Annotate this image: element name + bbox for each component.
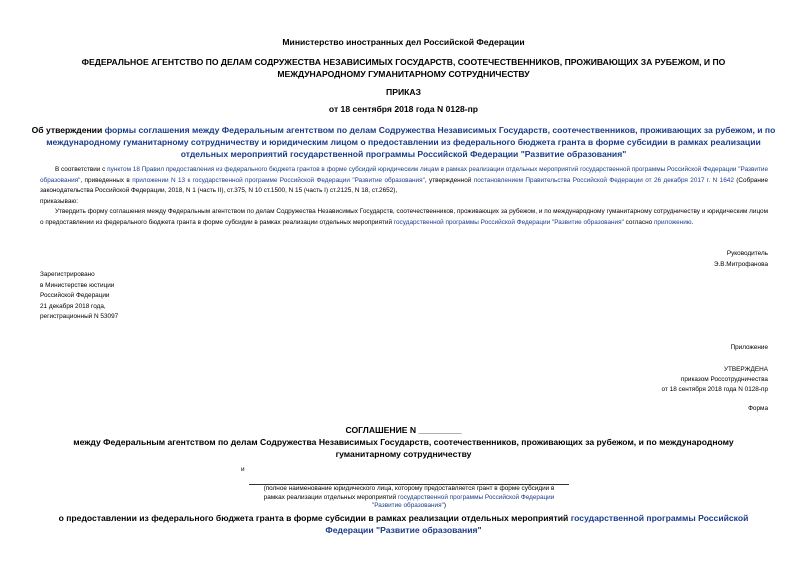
approved-order-date: от 18 сентября 2018 года N 0128-пр (661, 386, 768, 393)
registration-line: 21 декабря 2018 года, (40, 302, 106, 310)
registration-line: Зарегистрировано (40, 271, 95, 278)
approved-order: приказом Россотрудничества (680, 376, 768, 383)
agreement-subject (40, 512, 767, 536)
rules-link[interactable]: пунктом 18 Правил предоставления из федерального бюджета грантов в форме субсидий юридическим лицам в рамках реализации отдельных мероприятий государственной программы Российской Федерации "Развитие образования" (40, 166, 769, 184)
ministry-name: Министерство иностранных дел Российской Федерации (282, 37, 525, 47)
appendix-link[interactable]: приложению (653, 218, 692, 226)
note-2-prefix: рамках реализации отдельных мероприятий (263, 493, 398, 501)
approved-label: УТВЕРЖДЕНА (723, 366, 768, 373)
preamble-text-1: В соответствии с (55, 166, 108, 173)
document-type: ПРИКАЗ (386, 87, 421, 97)
registration-line: регистрационный N 53097 (40, 313, 119, 320)
signature-position: Руководитель (726, 250, 768, 257)
program-link[interactable]: государственной программы Российской Федерации "Развитие образования" (393, 218, 624, 226)
entity-name-note (249, 485, 569, 511)
agreement-heading: СОГЛАШЕНИЕ N _________ (345, 425, 462, 435)
agreement-parties: между Федеральным агентством по делам Содружества Независимых Государств, соотечественников, проживающих за рубежом, и по международному гуманитарному сотрудничеству (73, 437, 734, 459)
note-program-link[interactable]: государственной программы Российской Федерации (397, 493, 555, 501)
note-program-name-link[interactable]: "Развитие образования" (371, 502, 444, 510)
preamble-text-3: , утвержденной (424, 176, 474, 184)
resolution-link[interactable]: постановлением Правительства Российской Федерации от 26 декабря 2017 г. N 1642 (473, 176, 734, 184)
signature-name: Э.В.Митрофанова (713, 261, 768, 268)
approve-text-2: согласно (623, 218, 654, 226)
order-date-number: от 18 сентября 2018 года N 0128-пр (328, 104, 479, 114)
registration-block (40, 270, 118, 323)
note-line-3 (249, 502, 569, 511)
note-line-2 (249, 494, 569, 503)
title-prefix: Об утверждении (31, 125, 105, 135)
subject-program-link[interactable]: государственной программы Российской Федерации "Развитие образования" (325, 513, 749, 535)
appendix-label: Приложение (730, 344, 768, 351)
note-line-1: (полное наименование юридического лица, которому предоставляется грант в форме субсидии в (263, 485, 555, 492)
approve-text-3: . (691, 218, 694, 226)
title-link[interactable]: формы соглашения между Федеральным агентством по делам Содружества Независимых Государств, соотечественников, проживающих за рубежом, и по международному гуманитарному сотрудничеству и юридическим лицом о предоставлении из федерального бюджета гранта в форме субсидии в рамках реализации отдельных мероприятий государственной программы Российской Федерации "Развитие образования" (46, 125, 776, 159)
and-conjunction: и (241, 466, 245, 473)
approve-text-1: Утвердить форму соглашения между Федеральным агентством по делам Содружества Независимых Государств, соотечественников, проживающих за рубежом, и по международному гуманитарному сотрудничеству и юридическим лицом о предоставлении из федерального бюджета гранта в форме субсидии в рамках реализации отдельных мероприятий (40, 208, 768, 226)
preamble-text-2: , приведенных в (80, 176, 133, 184)
registration-line: Российской Федерации (40, 292, 110, 299)
approve-paragraph (40, 207, 768, 228)
appendix-13-link[interactable]: приложении N 13 к государственной программе Российской Федерации "Развитие образования" (132, 176, 425, 184)
registration-line: в Министерстве юстиции (40, 281, 115, 289)
preamble (40, 165, 768, 207)
order-word: приказываю: (40, 197, 78, 205)
subject-prefix: о предоставлении из федерального бюджета гранта в форме субсидии в рамках реализации отдельных мероприятий (58, 513, 571, 523)
form-label: Форма (748, 405, 768, 412)
preamble-text-4: (Собрание законодательства Российской Федерации, 2018, N 1 (часть II), ст.375, N 10 ст.1500, N 15 (часть I) ст.2125, N 18, ст.2652), (40, 176, 769, 194)
agency-name: ФЕДЕРАЛЬНОЕ АГЕНТСТВО ПО ДЕЛАМ СОДРУЖЕСТВА НЕЗАВИСИМЫХ ГОСУДАРСТВ, СООТЕЧЕСТВЕННИКОВ, ПРОЖИВАЮЩИХ ЗА РУБЕЖОМ, И ПО МЕЖДУНАРОДНОМУ ГУМАНИТАРНОМУ СОТРУДНИЧЕСТВУ (81, 57, 726, 79)
order-title (28, 124, 779, 160)
note-3-suffix: ) (443, 502, 447, 510)
